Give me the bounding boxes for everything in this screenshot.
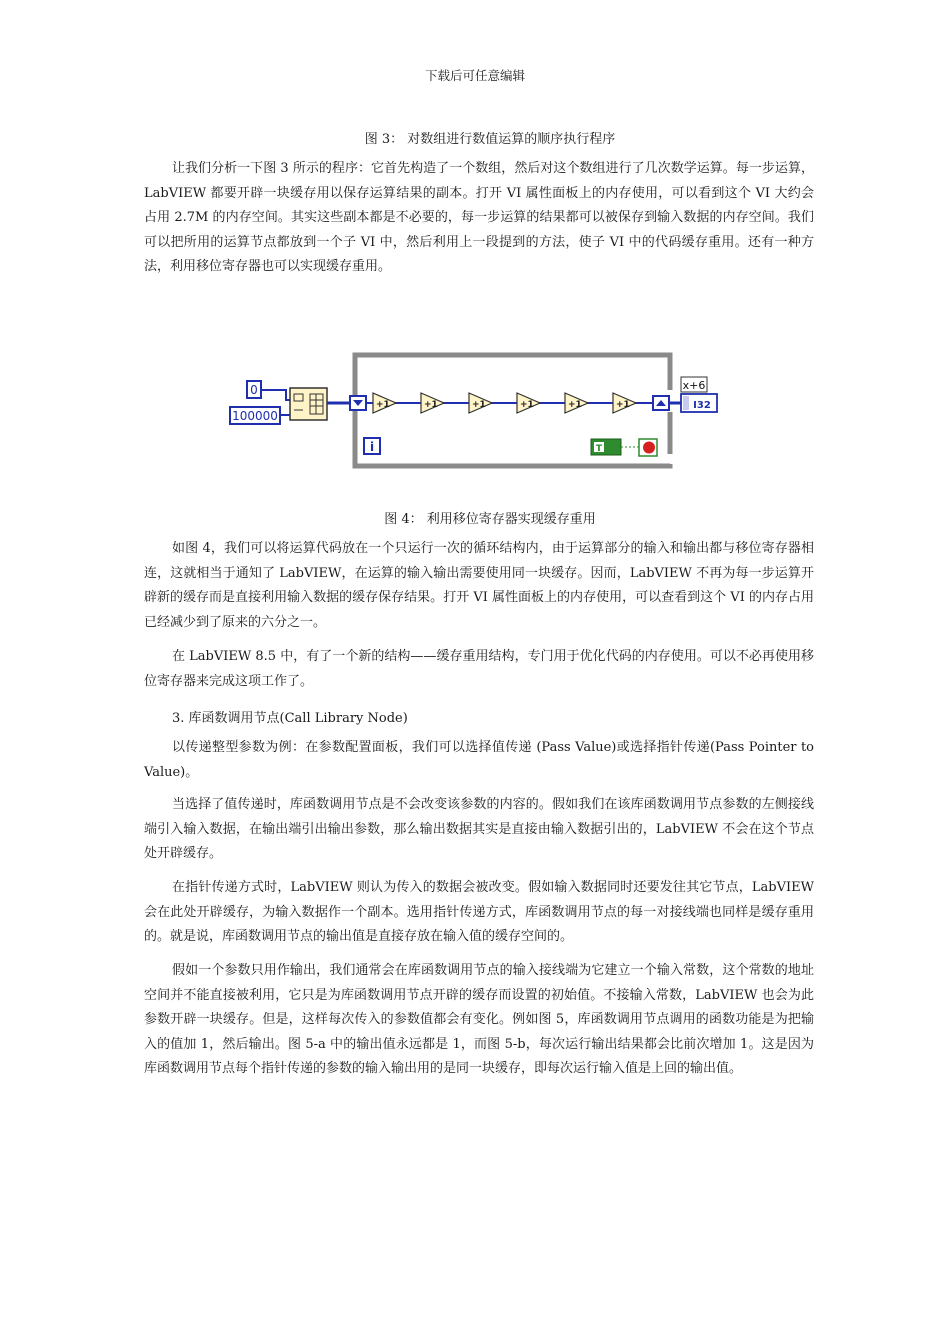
- section-heading-3: 3. 库函数调用节点(Call Library Node): [172, 711, 408, 726]
- initialize-array-icon: [290, 388, 327, 420]
- page-header: 下载后可任意编辑: [424, 68, 525, 83]
- paragraph-5: 当选择了值传递时，库函数调用节点是不会改变该参数的内容的。假如我们在该库函数调用节点参数的左侧接线端引入输入数据，在输出端引出输出参数，那么输出数据其实是直接由输入数据引出的，LabVIEW 不会在这个节点处开辟缓存。: [144, 797, 814, 862]
- svg-text:+1: +1: [568, 400, 582, 410]
- output-label: [681, 377, 707, 392]
- increment-node: [613, 393, 636, 413]
- shift-register-left: [350, 396, 366, 410]
- paragraph-4: 以传递整型参数为例：在参数配置面板，我们可以选择值传递 (Pass Value)或选择指针传递(Pass Pointer to Value)。: [144, 740, 814, 780]
- svg-text:0: 0: [250, 383, 258, 397]
- paragraph-6: 在指针传递方式时，LabVIEW 则认为传入的数据会被改变。假如输入数据同时还要发往其它节点，LabVIEW 会在此处开辟缓存，为输入数据作一个副本。选用指针传递方式，库函数调用节点的每一对接线端也同样是缓存重用的。就是说，库函数调用节点的输出值是直接存放在输入值的缓存空间的。: [144, 880, 814, 945]
- svg-text:+1: +1: [616, 400, 630, 410]
- shift-register-right: [653, 396, 669, 410]
- svg-text:+1: +1: [376, 400, 390, 410]
- svg-text:T: T: [595, 444, 603, 454]
- boolean-constant: [591, 439, 621, 455]
- const-zero-node: [247, 381, 261, 398]
- figure4-caption: 图 4： 利用移位寄存器实现缓存重用: [384, 512, 596, 527]
- output-indicator: [681, 394, 717, 412]
- svg-text:100000: 100000: [232, 409, 278, 423]
- increment-node: [421, 393, 444, 413]
- paragraph-7: 假如一个参数只用作输出，我们通常会在库函数调用节点的输入接线端为它建立一个输入常数，这个常数的地址空间并不能直接被利用，它只是为库函数调用节点开辟的缓存而设置的初始值。不接输入常数，LabVIEW 也会为此参数开辟一块缓存。但是，这样每次传入的参数值都会有变化。例如图 5，库函数调用节点调用的函数功能是为把输入的值加 1，然后输出。图 5-a 中的输出值永远都是 1，而图 5-b，每次运行输出结果都会比前次增加 1。这是因为库函数调用节点每个指针传递的参数的输入输出用的是同一块缓存，即每次运行输入值是上回的输出值。: [144, 963, 814, 1077]
- figure3-caption: 图 3： 对数组进行数值运算的顺序执行程序: [364, 132, 616, 147]
- increment-node: [517, 393, 540, 413]
- const-count-node: [230, 407, 280, 424]
- figure4-diagram: [226, 350, 726, 475]
- svg-text:x+6: x+6: [682, 379, 706, 392]
- stop-condition-icon: [639, 439, 657, 456]
- svg-text:+1: +1: [472, 400, 486, 410]
- svg-text:i: i: [369, 440, 375, 454]
- iteration-terminal: [364, 438, 380, 454]
- svg-text:+1: +1: [424, 400, 438, 410]
- paragraph-3: 在 LabVIEW 8.5 中，有了一个新的结构——缓存重用结构，专门用于优化代码的内存使用。可以不必再使用移位寄存器来完成这项工作了。: [144, 649, 814, 689]
- increment-node: [565, 393, 588, 413]
- increment-node: [373, 393, 396, 413]
- increment-node: [469, 393, 492, 413]
- paragraph-2: 如图 4，我们可以将运算代码放在一个只运行一次的循环结构内，由于运算部分的输入和输出都与移位寄存器相连，这就相当于通知了 LabVIEW，在运算的输入输出需要使用同一块缓存。因而，LabVIEW 不再为每一步运算开辟新的缓存而是直接利用输入数据的缓存保存结果。打开 VI 属性面板上的内存使用，可以查看到这个 VI 的内存占用已经减少到了原来的六分之一。: [144, 541, 814, 630]
- paragraph-1: 让我们分析一下图 3 所示的程序：它首先构造了一个数组，然后对这个数组进行了几次数学运算。每一步运算，LabVIEW 都要开辟一块缓存用以保存运算结果的副本。打开 VI 属性面板上的内存使用，可以看到这个 VI 大约会占用 2.7M 的内存空间。其实这些副本都是不必要的，每一步运算的结果都可以被保存到输入数据的内存空间。我们可以把所用的运算节点都放到一个子 VI 中，然后利用上一段提到的方法，使子 VI 中的代码缓存重用。还有一种方法，利用移位寄存器也可以实现缓存重用。: [144, 161, 814, 275]
- svg-text:I32: I32: [693, 400, 711, 411]
- svg-text:+1: +1: [520, 400, 534, 410]
- for-loop-structure: [355, 355, 670, 466]
